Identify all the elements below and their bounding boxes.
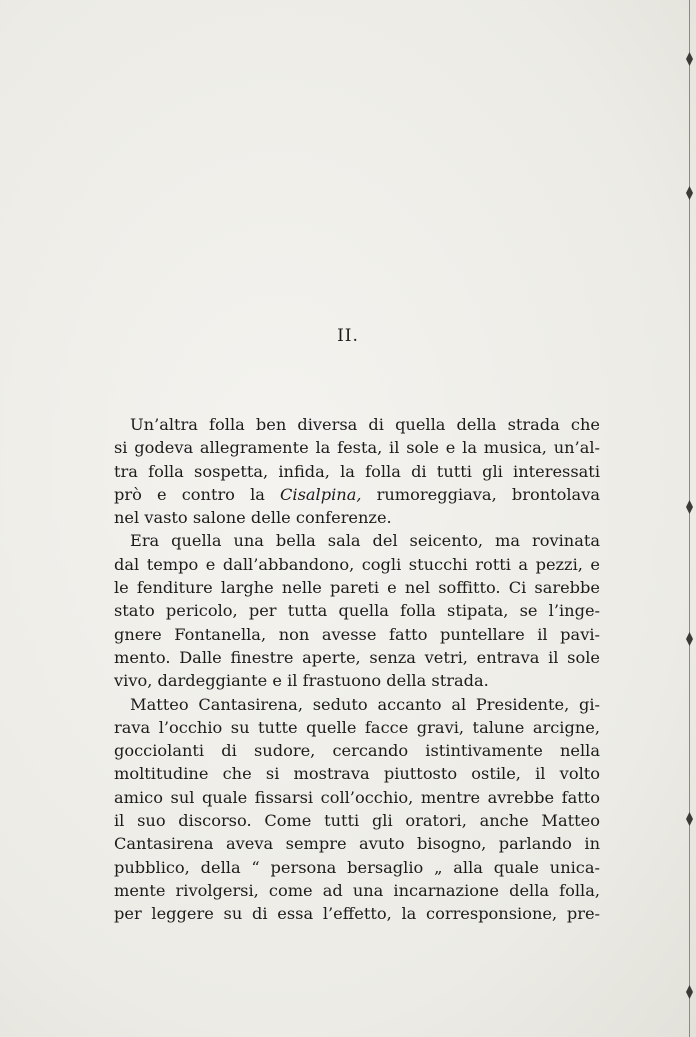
text-line: moltitudine che si mostrava piuttosto ostile, il volto bbox=[114, 764, 600, 784]
edge-mark bbox=[686, 500, 693, 514]
text-line: stato pericolo, per tutta quella folla stipata, se l’inge- bbox=[114, 601, 600, 621]
text-line: Un’altra folla ben diversa di quella della strada che bbox=[130, 415, 600, 434]
edge-mark bbox=[686, 985, 693, 999]
edge-mark bbox=[686, 186, 693, 200]
text-line: nel vasto salone delle conferenze. bbox=[114, 508, 392, 528]
text-line: il suo discorso. Come tutti gli oratori, anche Matteo bbox=[114, 811, 600, 831]
text-line: gnere Fontanella, non avesse fatto puntellare il pavi- bbox=[114, 624, 600, 644]
journal-title: Cisalpina, bbox=[280, 484, 362, 504]
text-line: gocciolanti di sudore, cercando istintivamente nella bbox=[114, 741, 600, 761]
chapter-heading: II. bbox=[337, 326, 359, 346]
text-line: Cantasirena aveva sempre avuto bisogno, parlando in bbox=[114, 834, 600, 854]
text-line: si godeva allegramente la festa, il sole e la musica, un’al- bbox=[114, 438, 600, 458]
edge-mark bbox=[686, 812, 693, 826]
text-line: per leggere su di essa l’effetto, la corresponsione, pre- bbox=[114, 904, 600, 924]
body-text bbox=[114, 413, 600, 926]
text-line: mento. Dalle finestre aperte, senza vetri, entrava il sole bbox=[114, 647, 600, 667]
text-line: rava l’occhio su tutte quelle facce gravi, talune arcigne, bbox=[114, 717, 600, 737]
edge-mark bbox=[686, 632, 693, 646]
text-line: amico sul quale fissarsi coll’occhio, mentre avrebbe fatto bbox=[114, 787, 600, 807]
text-line: dal tempo e dall’abbandono, cogli stucchi rotti a pezzi, e bbox=[114, 554, 600, 574]
text-line: mente rivolgersi, come ad una incarnazione della folla, bbox=[114, 880, 600, 900]
text-line: pubblico, della “ persona bersaglio „ alla quale unica- bbox=[114, 857, 600, 877]
text-line: Era quella una bella sala del seicento, ma rovinata bbox=[130, 531, 600, 551]
text-line: prò e contro la Cisalpina, rumoreggiava, brontolava bbox=[114, 484, 600, 504]
edge-mark bbox=[686, 52, 693, 66]
text-line: tra folla sospetta, infida, la folla di tutti gli interessati bbox=[114, 461, 600, 481]
page-edge-line bbox=[689, 0, 690, 1037]
text-line: Matteo Cantasirena, seduto accanto al Presidente, gi- bbox=[130, 694, 600, 714]
text-line: vivo, dardeggiante e il frastuono della strada. bbox=[114, 671, 489, 691]
text-line: le fenditure larghe nelle pareti e nel soffitto. Ci sarebbe bbox=[114, 578, 600, 598]
